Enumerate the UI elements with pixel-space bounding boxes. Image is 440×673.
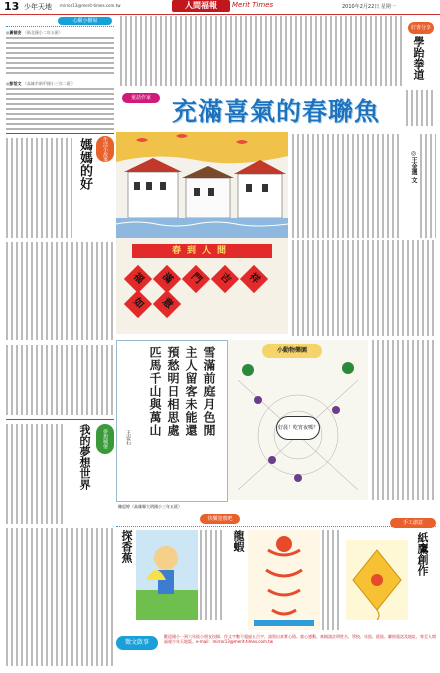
art-3-image [346, 540, 408, 620]
poem-text: 雪滿前庭月色閒 主人留客未能還 預愁明日相思處 匹馬千山與萬山 [148, 346, 216, 437]
gallery-tag-2: 手工創意 [390, 518, 436, 528]
banner-tag: 童話作家 [122, 93, 160, 103]
art-1-caption [200, 530, 224, 620]
banner-title: 充滿喜氣的春聯魚 [172, 97, 381, 126]
lobster-icon [276, 536, 292, 552]
art-1-image [136, 530, 198, 620]
art-2-title: 龍蝦 [232, 530, 245, 552]
story-2-tag: 夢想城堡 [96, 424, 114, 454]
couplet-char: 滿 [153, 265, 181, 293]
banner-story-author: ◎王金選 文 [410, 150, 417, 184]
banner-story-text-d [372, 340, 436, 500]
art-3-title: 紙鷹創作 [416, 532, 429, 576]
couplet-char: 門 [182, 265, 210, 293]
couplet-char: 吉 [211, 265, 239, 293]
gallery-tag: 快樂塗鴉吧 [200, 514, 240, 524]
right-story-text [120, 16, 402, 86]
notice-tag: 徵文啟事 [116, 636, 158, 650]
newspaper-logo-en: Merit Times [232, 1, 274, 9]
story-1-text-b [6, 242, 114, 340]
gallery-divider [116, 526, 436, 527]
right-story-title: 學跆拳道 [412, 36, 425, 80]
essay-2-byline: ◎彭恬文 （高雄市新甲國小三年二班） [6, 81, 75, 86]
banner-story-text-b [420, 134, 436, 238]
section-divider [6, 419, 114, 420]
story-1-text-c [6, 345, 114, 415]
story-2-text-b [6, 528, 114, 666]
section-email: mirror13@merit-times.com.tw [60, 3, 121, 8]
banner-story-text-c [292, 240, 436, 336]
notice-text: 歡迎國小一到六年級小朋友投稿：作文字數不超過五百字，請寫出真實心情、童心感動。來稿請註明姓名、學校、年級、班級、聯絡電話及地址，寄至人間福報少年天地版。e-mail：mirror13@merit-times.com.tw [164, 634, 436, 644]
couplet-char: 祥 [240, 265, 268, 293]
art-1-title: 探香蕉 [120, 530, 133, 563]
right-story-tag: 好書分享 [408, 22, 434, 34]
section-divider [6, 133, 114, 134]
right-story-text-b [406, 90, 434, 126]
poem-poet: 王安石 [125, 430, 131, 445]
newspaper-logo: 人間福報 [172, 0, 230, 12]
animal-tag: 小動物樂園 [262, 344, 322, 358]
section-title: 少年天地 [24, 3, 52, 11]
couplet-char: 意 [153, 290, 181, 318]
art-2-caption [322, 530, 342, 630]
story-1-text-a [6, 138, 72, 238]
art-2-image [248, 530, 320, 630]
page-number: 13 [4, 0, 20, 13]
couplet-char: 如 [124, 290, 152, 318]
couplet-char: 福 [124, 265, 152, 293]
story-1-tag: 生活小故事 [96, 136, 114, 162]
story-2-text-a [6, 424, 66, 524]
issue-date: 2010年2月22日 星期一 [342, 4, 396, 10]
speech-bubble: 好晨！吃宵夜嗎？ [276, 416, 320, 440]
column-tag: 心願小樹屋 [58, 17, 112, 25]
poem-caption: 陳思婷（高雄縣大明國小三年五班） [118, 504, 182, 509]
essay-2-text [6, 88, 114, 130]
essay-1-byline: ◎黃郁安 （新北國小二年五班） [6, 30, 63, 35]
village-illustration [116, 132, 288, 238]
story-1-title: 媽媽的好 [77, 138, 92, 190]
couplet-top: 春到人間 [132, 244, 272, 258]
story-2-title: 我的夢想世界 [78, 424, 91, 490]
banner-story-text-a [292, 134, 402, 238]
essay-1-text [6, 37, 114, 77]
couplet-chars [126, 266, 282, 326]
eagle-icon [371, 574, 383, 586]
